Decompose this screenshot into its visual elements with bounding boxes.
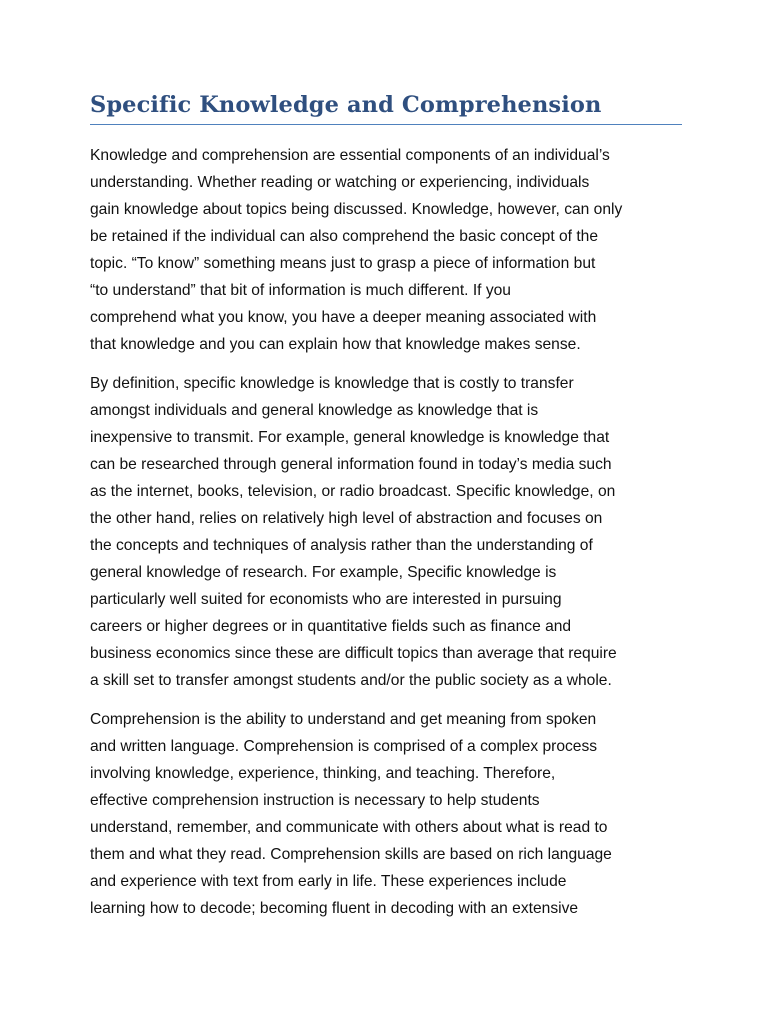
paragraph-line: amongst individuals and general knowledge as knowledge that is — [90, 402, 539, 419]
paragraph-line: careers or higher degrees or in quantitative fields such as finance and — [90, 618, 572, 635]
paragraph-line: Comprehension is the ability to understand and get meaning from spoken — [90, 711, 597, 728]
paragraph-line: understand, remember, and communicate with others about what is read to — [90, 819, 608, 836]
paragraph-3 — [90, 706, 682, 922]
paragraph-line: By definition, specific knowledge is knowledge that is costly to transfer — [90, 375, 574, 392]
paragraph-1 — [90, 142, 682, 358]
paragraph-line: learning how to decode; becoming fluent in decoding with an extensive — [90, 900, 579, 917]
paragraph-line: topic. “To know” something means just to grasp a piece of information but — [90, 255, 596, 272]
paragraph-line: effective comprehension instruction is necessary to help students — [90, 792, 540, 809]
document-title: Specific Knowledge and Comprehension — [90, 92, 682, 125]
paragraph-line: inexpensive to transmit. For example, general knowledge is knowledge that — [90, 429, 610, 446]
paragraph-line: gain knowledge about topics being discussed. Knowledge, however, can only — [90, 201, 623, 218]
paragraph-line: business economics since these are difficult topics than average that require — [90, 645, 617, 662]
paragraph-line: the concepts and techniques of analysis rather than the understanding of — [90, 537, 593, 554]
paragraph-line: and written language. Comprehension is comprised of a complex process — [90, 738, 598, 755]
paragraph-line: a skill set to transfer amongst students and/or the public society as a whole. — [90, 672, 612, 689]
paragraph-line: particularly well suited for economists who are interested in pursuing — [90, 591, 562, 608]
paragraph-line: that knowledge and you can explain how that knowledge makes sense. — [90, 336, 581, 353]
paragraph-line: the other hand, relies on relatively high level of abstraction and focuses on — [90, 510, 603, 527]
paragraph-line: be retained if the individual can also comprehend the basic concept of the — [90, 228, 598, 245]
paragraph-line: and experience with text from early in life. These experiences include — [90, 873, 567, 890]
paragraph-line: as the internet, books, television, or radio broadcast. Specific knowledge, on — [90, 483, 616, 500]
paragraph-line: them and what they read. Comprehension skills are based on rich language — [90, 846, 612, 863]
paragraph-line: general knowledge of research. For example, Specific knowledge is — [90, 564, 557, 581]
paragraph-line: understanding. Whether reading or watching or experiencing, individuals — [90, 174, 590, 191]
paragraph-line: comprehend what you know, you have a deeper meaning associated with — [90, 309, 597, 326]
paragraph-line: “to understand” that bit of information is much different. If you — [90, 282, 511, 299]
paragraph-line: can be researched through general information found in today’s media such — [90, 456, 612, 473]
paragraph-2 — [90, 370, 682, 694]
paragraph-line: Knowledge and comprehension are essential components of an individual’s — [90, 147, 610, 164]
paragraph-line: involving knowledge, experience, thinking, and teaching. Therefore, — [90, 765, 556, 782]
